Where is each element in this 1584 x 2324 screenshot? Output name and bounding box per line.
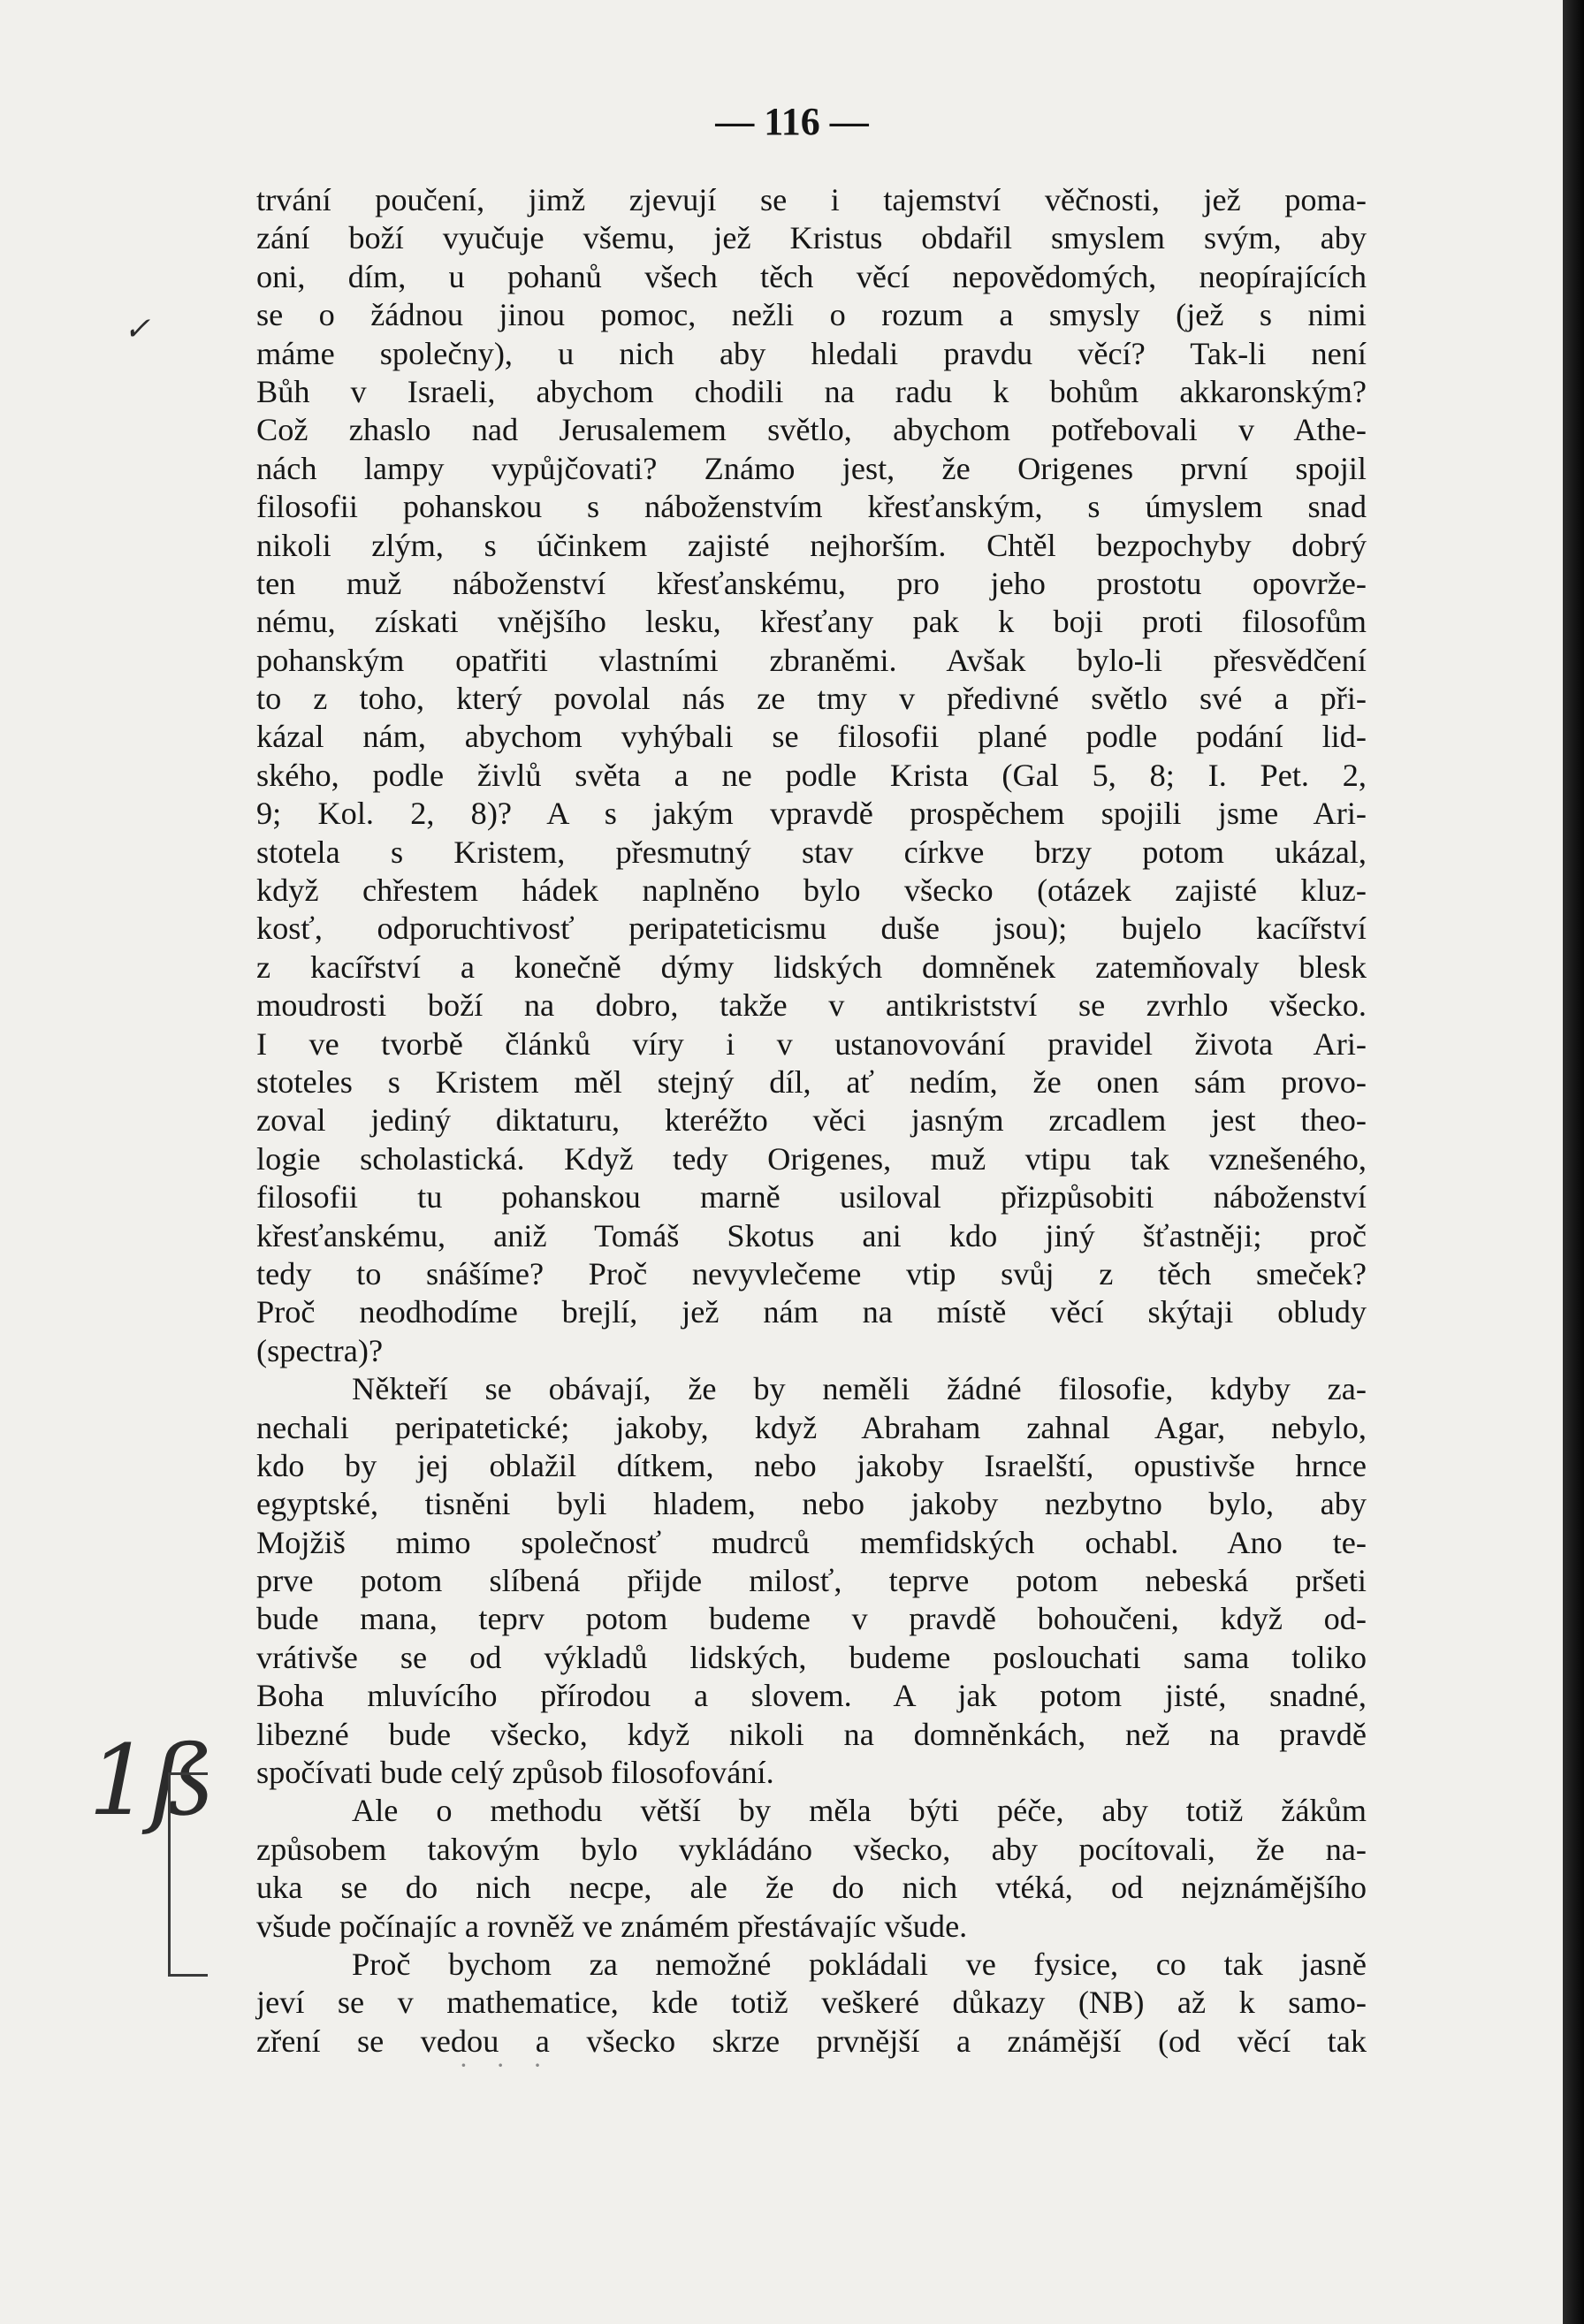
text-line: libezné bude všecko, když nikoli na domněnkách, než na pravdě — [256, 1716, 1367, 1752]
text-line: to z toho, který povolal nás ze tmy v předivné světlo své a při- — [256, 681, 1367, 717]
text-line: všude počínajíc a rovněž ve známém přestávajíc všude. — [256, 1908, 968, 1944]
handwritten-margin-check: ✓ — [124, 311, 151, 347]
text-line: jeví se v mathematice, kde totiž veškeré důkazy (NB) až k samo- — [256, 1985, 1367, 2021]
text-line: ten muž náboženství křesťanskému, pro jeho prostotu opovrže- — [256, 565, 1367, 601]
text-line: kázal nám, abychom vyhýbali se filosofii plané podle podání lid- — [256, 719, 1367, 755]
text-line: Proč bychom za nemožné pokládali ve fysice, co tak jasně — [352, 1946, 1367, 1982]
page-specks: · · · — [460, 2051, 552, 2080]
text-line: egyptské, tisněni byli hladem, nebo jakoby nezbytno bylo, aby — [256, 1486, 1367, 1522]
text-line: nikoli zlým, s účinkem zajisté nejhorším. Chtěl bezpochyby dobrý — [256, 527, 1367, 563]
text-line: máme společny), u nich aby hledali pravdu věcí? Tak-li není — [256, 335, 1367, 371]
text-line: kosť, odporuchtivosť peripateticismu duše jsou); bujelo kacířství — [256, 911, 1367, 947]
text-line: zření se vedou a všecko skrze prvnější a známější (od věcí tak — [256, 2023, 1367, 2059]
text-line: prve potom slíbená přijde milosť, teprve potom nebeská pršeti — [256, 1563, 1367, 1599]
text-line: trvání poučení, jimž zjevují se i tajemství věčnosti, jež poma- — [256, 182, 1367, 217]
text-line: tedy to snášíme? Proč nevyvlečeme vtip svůj z těch smeček? — [256, 1255, 1367, 1292]
text-line: stoteles s Kristem měl stejný díl, ať nedím, že onen sám provo- — [256, 1063, 1367, 1100]
text-line: vrátivše se od výkladů lidských, budeme poslouchati sama toliko — [256, 1639, 1367, 1675]
text-line: Ale o methodu větší by měla býti péče, aby totiž žákům — [352, 1793, 1367, 1829]
handwritten-margin-mark: 1ß — [88, 1724, 216, 1837]
text-line: 9; Kol. 2, 8)? A s jakým vpravdě prospěchem spojili jsme Ari- — [256, 796, 1367, 832]
text-line: Někteří se obávají, že by neměli žádné filosofie, kdyby za- — [352, 1371, 1367, 1407]
text-line: (spectra)? — [256, 1332, 384, 1368]
text-line: logie scholastická. Když tedy Origenes, muž vtipu tak vznešeného, — [256, 1140, 1367, 1177]
text-line: Bůh v Israeli, abychom chodili na radu k bohům akkaronským? — [256, 373, 1367, 409]
body-text — [256, 181, 1367, 2061]
text-line: stotela s Kristem, přesmutný stav církve brzy potom ukázal, — [256, 834, 1367, 870]
text-line: spočívati bude celý způsob filosofování. — [256, 1755, 774, 1791]
text-line: moudrosti boží na dobro, takže v antikristství se zvrhlo všecko. — [256, 987, 1367, 1024]
text-line: Boha mluvícího přírodou a slovem. A jak potom jisté, snadné, — [256, 1678, 1367, 1714]
text-line: filosofii tu pohanskou marně usiloval přizpůsobiti náboženství — [256, 1179, 1367, 1215]
text-line: se o žádnou jinou pomoc, nežli o rozum a smysly (jež s nimi — [256, 297, 1367, 333]
text-line: kdo by jej oblažil dítkem, nebo jakoby Israelští, opustivše hrnce — [256, 1447, 1367, 1483]
text-line: I ve tvorbě článků víry i v ustanovování pravidel života Ari- — [256, 1025, 1367, 1062]
text-line: zoval jediný diktaturu, kteréžto věci jasným zrcadlem jest theo- — [256, 1102, 1367, 1139]
text-line: křesťanskému, aniž Tomáš Skotus ani kdo jiný šťastněji; proč — [256, 1217, 1367, 1253]
text-line: když chřestem hádek naplněno bylo všecko (otázek zajisté kluz- — [256, 872, 1367, 909]
text-line: nechali peripatetické; jakoby, když Abraham zahnal Agar, nebylo, — [256, 1409, 1367, 1445]
page-number: — 116 — — [715, 100, 869, 143]
text-line: filosofii pohanskou s náboženstvím křesťanským, s úmyslem snad — [256, 489, 1367, 525]
text-line: uka se do nich necpe, ale že do nich vtéká, od nejznámějšího — [256, 1870, 1367, 1906]
text-line: nách lampy vypůjčovati? Známo jest, že Origenes první spojil — [256, 450, 1367, 486]
text-line: Mojžiš mimo společnosť mudrců memfidských ochabl. Ano te- — [256, 1524, 1367, 1560]
text-line: zání boží vyučuje všemu, jež Kristus obdařil smyslem svým, aby — [256, 220, 1367, 256]
text-line: oni, dím, u pohanů všech těch věcí nepovědomých, neopírajících — [256, 258, 1367, 294]
text-line: ského, podle živlů světa a ne podle Krista (Gal 5, 8; I. Pet. 2, — [256, 757, 1367, 793]
handwritten-bracket — [168, 1772, 208, 1977]
text-line: z kacířství a konečně dýmy lidských domněnek zatemňovaly blesk — [256, 949, 1367, 985]
text-line: nému, získati vnějšího lesku, křesťany pak k boji proti filosofům — [256, 604, 1367, 640]
text-line: Proč neodhodíme brejlí, jež nám na místě věcí skýtaji obludy — [256, 1294, 1367, 1330]
page-edge-shadow — [1563, 0, 1584, 2324]
text-line: bude mana, teprv potom budeme v pravdě bohoučeni, když od- — [256, 1601, 1367, 1637]
text-line: způsobem takovým bylo vykládáno všecko, aby pocítovali, že na- — [256, 1831, 1367, 1867]
text-line: Což zhaslo nad Jerusalemem světlo, abychom potřebovali v Athe- — [256, 412, 1367, 448]
text-line: pohanským opatřiti vlastními zbraněmi. Avšak bylo-li přesvědčení — [256, 642, 1367, 678]
